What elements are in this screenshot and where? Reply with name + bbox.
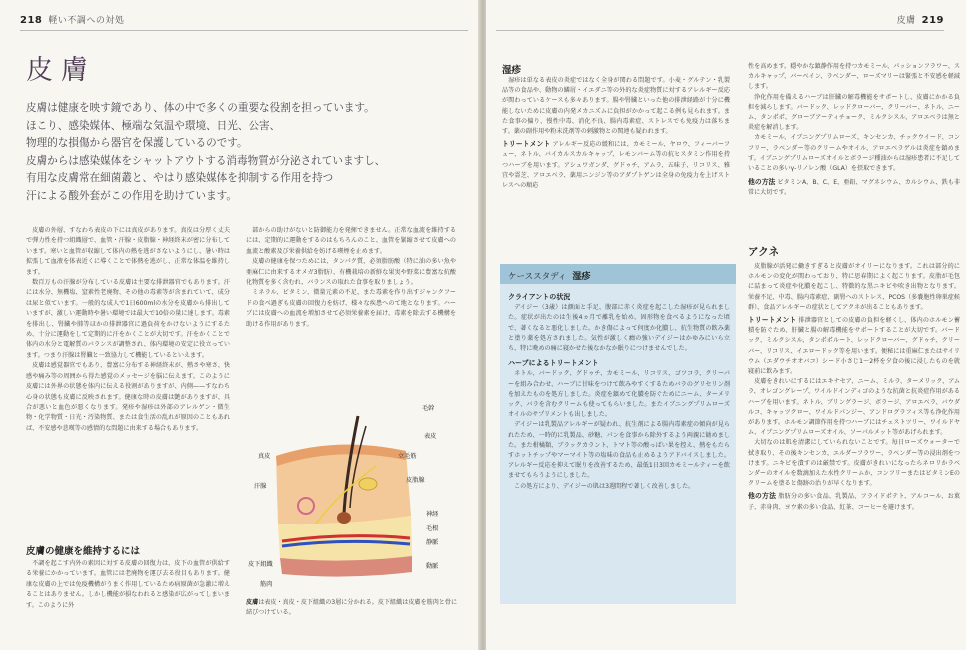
herbs-heading: ハーブによるトリートメント [508, 359, 599, 368]
right-running-title: 皮膚 [896, 16, 916, 26]
diagram-caption [246, 598, 458, 618]
skin-cross-section-diagram [246, 396, 460, 596]
chapter-intro [26, 100, 456, 205]
right-header-rule [496, 30, 944, 31]
case-study-body [508, 290, 730, 492]
label-nerve: 神経 [426, 511, 439, 518]
treatment-term: トリートメント [502, 140, 551, 149]
label-hair-shaft: 毛幹 [422, 405, 435, 412]
other-term: 他の方法 [748, 178, 776, 187]
label-artery: 動脈 [426, 563, 439, 570]
label-sebaceous-gland: 皮脂腺 [406, 477, 425, 484]
label-sweat-gland: 汗腺 [254, 483, 267, 490]
acne-treatment-term: トリートメント [748, 316, 797, 325]
left-header-rule [20, 30, 468, 31]
acne-other-paragraph [748, 491, 960, 512]
left-running-head [20, 13, 124, 26]
label-subcutaneous: 皮下組織 [248, 561, 273, 568]
label-arrector-pili: 立毛筋 [398, 453, 417, 460]
label-vein: 静脈 [426, 539, 439, 546]
treatment-text: アレルギー反応の緩和には、カモミール、ヤロウ、フィーバーフュー、ネトル、バイカルスカルキャップ、レモンバーム等の抗ヒスタミン作用を持つハーブを用います。アシュワガンダ、グドゥチ、アムラ、五味子、リコリス、雅宜や霊芝、アロエベラ、薬用ニンジン等のアダプトゲンは全身の免疫力を上げストレスへの順応 [502, 141, 730, 190]
paragraph: カモミール、イブニングプリムローズ、キンセンカ、チックウイード、コンフリー、ラベンダー等のクリームやオイル、アロエベラゲルは炎症を鎮めます。イブニングプリムローズオイルとボラージ種油からは湿疹患者に不足していることの多いγ-リノレン酸（GLA）を摂取できます。 [748, 134, 960, 173]
sebaceous-gland [359, 478, 377, 490]
left-column-2 [246, 226, 456, 330]
paragraph: 部からの助けがないと防御能力を発揮できません。正常な血流を維持するには、定期的に運動をするのはもちろんのこと、血管を緊縮させて皮膚への血流と酸素及び栄養供給を妨げる喫煙を止めます。 [246, 227, 456, 255]
acne-heading: アクネ [748, 246, 780, 258]
label-hair-root: 毛根 [426, 525, 439, 532]
label-epidermis: 表皮 [424, 433, 437, 440]
case-study-header [500, 264, 736, 284]
eczema-treatment-paragraph [502, 139, 730, 191]
paragraph: 大切なのは肌を清潔にしていられないことです。毎日ローズウォーターで拭き取り、その後キンセンカ、エルダーフラワー、ラベンダー等の浸出剤をつけます。ニキビを潰すのは厳禁です。皮膚がきれいになったらネロリかラベンダーのオイルを数滴加えた水性クリームか、コンフリーまたはビタミンEのクリームを塗ると傷跡の治りが早くなります。 [748, 439, 960, 488]
right-page [486, 0, 966, 650]
herbs-text: ネトル、バードック、グドゥチ、カモミール、リコリス、ゴツコラ、クリーバーを組み合わせ、ハーブに甘味をつけて飲みやすくするためバラのグリセリン剤を加えたものを処方しました。炎症を鎮めて化膿を防ぐためにニーム、ターメリック、バラを含むクリームも使ってもらいました。またイブニングプリムローズオイルのサプリメントも出しました。 [508, 370, 730, 419]
other-methods-paragraph [748, 177, 960, 198]
paragraph: 皮膚の外層、すなわち表皮の下には真皮があります。真皮は分厚く丈夫で弾力性を持つ組織層で、血管・汗腺・皮脂腺・神経終末が密に分布しています。寒いと血管が収縮して体内の熱を逃がさないようにし、暑い時は拡張して血液を体表近くに導くことで体熱を逃がし、正常な体温を維持します。 [26, 227, 230, 276]
label-dermis: 真皮 [258, 453, 271, 460]
intro-line: 汗による酸外套がこの作用を助けています。 [26, 189, 238, 202]
intro-line: 皮膚は健康を映す鏡であり、体の中で多くの重要な役割を担っています。 [26, 102, 375, 114]
right-page-number: 219 [921, 15, 944, 26]
paragraph: 皮膚の健康を保つためには、タンパク質、必須脂肪酸（特に油の多い魚や亜麻仁に由来するオメガ3脂肪）、有機栽培の新鮮な果実や野菜に豊富な抗酸化物質を多く含むれ、バランスの取れた食事を取りましょう。 [246, 258, 456, 287]
paragraph: 皮膚は感覚器官でもあり、豊富に分布する神経終末が、熱さや寒さ、快感や痛み等の周囲から得た感覚のメッセージを脳に伝えます。このように皮膚には外界の状態を体内に伝える役割がありますが、内側——すなわち心身の状態も皮膚に反映されます。健康な時の皮膚は艶がありますが、具合が悪いと血色が悪くなります。発疹や湿疹は外部のアレルゲン・微生物・化学物質・日光・汚染物質、または食生活の乱れが原因のこともあれば、不安感や悲嘆等の感情的な問題に由来する場合もあります。 [26, 362, 230, 432]
right-running-head [897, 13, 944, 26]
label-muscle: 筋肉 [260, 581, 273, 588]
left-page-number: 218 [20, 15, 43, 26]
caption-title: 皮膚 [246, 599, 259, 606]
client-heading: クライアントの状況 [508, 293, 571, 301]
acne-treatment-paragraph [748, 315, 960, 377]
left-running-title: 軽い不調への対処 [48, 16, 125, 26]
acne-other-text: 脂肪分の多い食品、乳製品、フライドポテト、アルコール、お菓子、赤身肉、ヨウ素の多い食品、紅茶、コーヒーを避けます。 [748, 493, 960, 511]
other-text: ビタミンA、B、C、E、亜鉛、マグネシウム、カルシウム、鉄も非常に大切です。 [748, 179, 961, 197]
paragraph: 湿疹は単なる表皮の炎症ではなく全身が関わる問題です。小麦・グルテン・乳製品等の食品や、動物の鱗屑・イエダニ等の外的な炎症物質に対するアレルギー反応が関わっているケースも多々あります。腸や腎臓といった他の排泄経路が十分に機能しないために皮膚の内発メカニズムに負担がかかって起こる例も見られます。また食事の偏り、慢性中毒、消化不良、腸内毒素症、ストレスでも免疫力は落ちます。薬の副作用や粉末洗剤等の刺激物との関連も疑われます。 [502, 77, 730, 136]
section-heading-skin-health: 皮膚の健康を維持するには [26, 546, 141, 557]
right-column-2 [748, 62, 960, 199]
acne-column [748, 262, 960, 513]
acne-treatment-text: 排泄器官としての皮膚の負担を軽くし、体内のホルモン蓄積を防ぐため、肝臓と腸の解毒機能をサポートすることが大切です。バードック、ミルクシスル、タンポポルート、レッドクローバー、グドゥチ、クリーバー、リコリス、イエロードック等を用います。便秘には重麻仁またはサイリウム（エダウチオオバコ）シード小さじ1～2杯を夕食の後に浸したものを就寝前に飲みます。 [748, 317, 961, 376]
left-column-1 [26, 226, 230, 434]
case-study-title: 湿疹 [572, 272, 591, 282]
client-text: デイジー（3歳）は顔面と手足、腹部に赤く炎症を起こした湿疹が見られました。症状が出たのは生後4ヵ月で離乳を始め、固形物を食べるようになった頃で、著くなると悪化しました。かき傷によって何度か化膿し、抗生物質の飲み薬と塗り薬を処方されました。気性が激しく癇の強いデイジーはかゆみにいら立ち、特に晩めの痛に寝かせた後なかなか眠りにつけませんでした。 [508, 304, 730, 353]
intro-line: ほこり、感染媒体、極端な気温や環境、日光、公害、 [26, 119, 281, 132]
case-study-box [500, 264, 736, 604]
paragraph: 浄化作用を備えるハーブは肝臓の解毒機能をサポートし、皮膚にかかる負担を減らします。バードック、レッドクローバー、クリーバー、ネトル、ニーム、タンポポ、グローブアーティチョーク、ミルクシスル、アロエベラは無と炎症を解消します。 [748, 93, 960, 132]
hair-root [337, 512, 351, 524]
paragraph: 数百万もの汗腺が分布している皮膚は主要な排泄器官でもあります。汗には水分、無機塩、窒素性老廃物、その他の毒素等が含まれていて、成分は尿と似ています。一般的な成人で1日600mlの水分を皮膚から排出していますが、激しい運動時や暑い環境では最大で10倍の量に達します。毒素を排出し、腎臓や肺等ほかの排泄器官に過負荷をかけないようにするため、十分に運動をして定期的に汗をかくことが大切です。汗をかくことで体内の水分と電解質のバランスが調整され、体内環境の安定に役立っています。つまり汗腺は腎臓と一致協力して機能しているといえます。 [26, 279, 230, 359]
paragraph: 皮膚をきれいにするにはエキナセア、ニーム、ミルラ、ターメリック、アムラ、オレゴングレープ、ワイルドインディゴのような抗菌と抗炎症作用があるハーブを用います。ネトル、ブリングラージ、ボラージ、アロエベラ、バウダルコ、キャッツクロー、ワイルドパンジー、アンドログラフィス等も浄化作用があります。ホルモン調節作用を持つハーブにはチェストツリー、ワイルドヤム、イブニングプリムローズオイル、ソーパルメット等があげられます。 [748, 378, 960, 437]
intro-line: 物理的な損傷から器官を保護しているのです。 [26, 137, 248, 149]
case-study-label: ケーススタディ [508, 272, 567, 282]
caption-text: は表皮・真皮・皮下組織の3層に分かれる。皮下組織は皮膚を筋肉と骨に結びつけている。 [246, 599, 458, 616]
intro-line: 皮膚からは感染媒体をシャットアウトする消毒物質が分泌されていますし、 [26, 154, 386, 167]
left-page [0, 0, 480, 650]
eczema-heading: 湿疹 [502, 65, 522, 76]
herbs-text: この処方により、デイジーの肌は3週間程で著しく改善しました。 [514, 482, 695, 490]
acne-other-term: 他の方法 [748, 492, 777, 501]
paragraph: 皮脂腺が活発に働きすぎると皮膚がオイリーになります。これは部分的にホルモンの変化が関わっており、特に思春期によく起こります。皮脂が毛包に詰まって炎症や化膿を起こし、特徴的な黒ニキビや吹き出物となります。栄養不足、中毒、腸内毒素症、副腎へのストレス、PCOS（多嚢胞性卵巣症候群）、食品アレルギーの症状としてアクネが出ることもあります。 [748, 263, 960, 311]
paragraph: ミネラル、ビタミン、微量元素の不足、また毒素を作り出すジャンクフードの食べ過ぎも皮膚の回復力を妨げ、様々な疾患へのて地となります。ハーブには皮膚への血流を増加させて必須栄養素を届け、毒素を除去する機構を助ける作用があります。 [246, 289, 456, 328]
chapter-title: 皮膚 [26, 55, 96, 86]
eczema-column [502, 76, 730, 191]
paragraph: 性を高めます。穏やかな鎮静作用を持つカモミール、パッションフラワー、スカルキャップ、バーベイン、ラベンダー、ローズマリーは緊張と不安感を軽減します。 [748, 63, 960, 91]
herbs-text: デイジーは乳製品アレルギーが疑われ、抗生剤による腸内毒素症の傾向が見られたため、一時的に乳製品、砂糖、パンを食事から除外するよう両親に勧めました。また柑橘類、ブラックカラント、トマト等の酸っぱい果を控え、熱をもたらすホットチップやマーマイト等の塩味の食品も止めるようアドバイスしました。アレルギー反応を抑えて眠りを改善するため、最低1日3回カモミールティーを飲ませてもらうようにしました。 [508, 421, 730, 480]
paragraph: 不調を起こす内外の素因に対する皮膚の回復力は、皮下の血管が供給する栄養にかかっています。血管には老廃物を運び去る役目もあります。健康な皮膚の上では免疫機構がうまく作用しているため病原菌が急激に増えることはありません。しかし機能が損なわれると感染が広がってしまいます。このように外 [26, 560, 230, 609]
left-column-3 [26, 559, 230, 611]
intro-line: 有用な皮膚常在細菌叢と、やはり感染媒体を抑制する作用を持つ [26, 172, 334, 184]
